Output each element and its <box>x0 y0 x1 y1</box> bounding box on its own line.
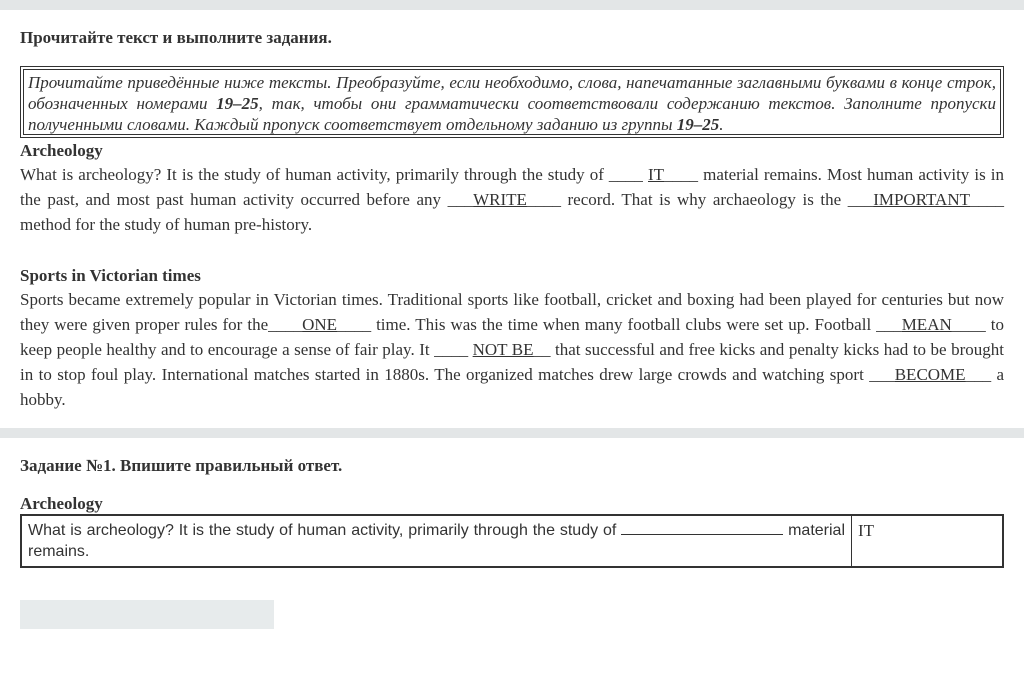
archeology-paragraph: What is archeology? It is the study of human activity, primarily through the study of ____ IT____ material remains. Most human activity is in the past, and most past human activity occurred before any ___WRITE____ record. That is why archaeology is the ___IMPORTANT____ method for the study of human pre-history. <box>20 165 1004 234</box>
submit-placeholder[interactable] <box>20 600 274 629</box>
task-keyword: IT <box>858 521 875 540</box>
task-sentence: What is archeology? It is the study of human activity, primarily through the study of material remains. <box>22 516 852 566</box>
keyword-mean: MEAN <box>901 315 952 334</box>
task-heading: Задание №1. Впишите правильный ответ. <box>20 456 343 475</box>
archeology-title: Archeology <box>20 141 103 160</box>
sports-paragraph: Sports became extremely popular in Victorian times. Traditional sports like football, cricket and boxing had been played for centuries but now they were given proper rules for the____ONE____ time. This was the time when many football clubs were set up. Football ___MEAN____ to keep people healthy and to encourage a sense of fair play. It ____ NOT BE__ that successful and free kicks and penalty kicks had to be brought in to stop foul play. International matches started in 1880s. The organized matches drew large crowds and watching sport ___BECOME___ a hobby. <box>20 290 1005 409</box>
keyword-one: ONE <box>302 315 338 334</box>
answer-table <box>20 514 1004 568</box>
keyword-important: IMPORTANT <box>873 190 970 209</box>
instructions-box <box>20 66 1004 138</box>
answer-input[interactable] <box>621 520 783 535</box>
sports-title: Sports in Victorian times <box>20 266 201 285</box>
section-divider <box>0 428 1024 438</box>
keyword-it: IT <box>648 165 665 184</box>
keyword-become: BECOME <box>894 365 966 384</box>
task-section-title: Archeology <box>20 494 103 513</box>
top-band <box>0 0 1024 10</box>
instructions-text: Прочитайте приведённые ниже тексты. Преобразуйте, если необходимо, слова, напечатанные заглавными буквами в конце строк, обозначенных номерами 19–25, так, чтобы они грамматически соответствовали содержанию текстов. Заполните пропуски полученными словами. Каждый пропуск соответствует отдельному заданию из группы 19–25. <box>23 69 1001 135</box>
keyword-not-be: NOT BE <box>472 340 534 359</box>
keyword-write: WRITE <box>473 190 527 209</box>
page-heading: Прочитайте текст и выполните задания. <box>20 28 332 47</box>
